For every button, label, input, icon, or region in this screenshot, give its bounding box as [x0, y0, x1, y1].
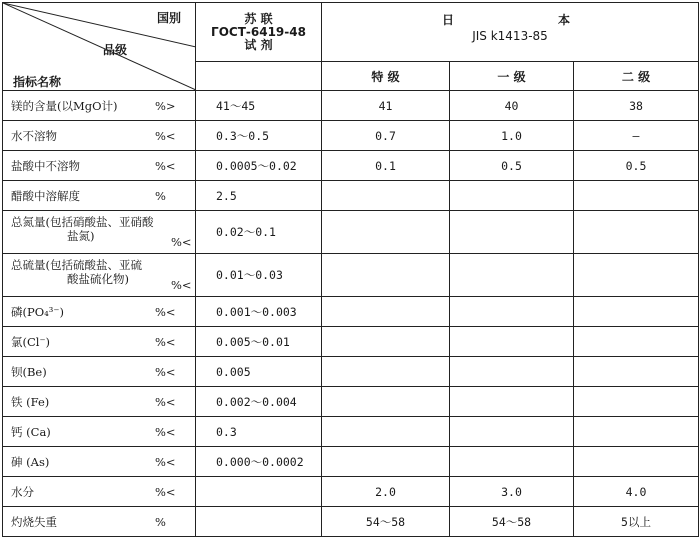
row-unit: %< — [155, 424, 176, 439]
japan-header-cell — [322, 3, 699, 62]
grade-first-value — [450, 447, 574, 477]
grade-first-value: 1.0 — [450, 121, 574, 151]
grade-special-value — [322, 327, 450, 357]
row-unit: % — [155, 188, 166, 203]
row-unit: %< — [171, 278, 192, 292]
row-unit: %< — [155, 304, 176, 319]
row-name-line2: 盐氮) — [67, 229, 95, 243]
table-row — [3, 121, 699, 151]
row-name-line1: 总硫量(包括硫酸盐、亚硫 — [11, 258, 142, 272]
grade-first-value: 54～58 — [450, 507, 574, 537]
grade-second-value: 5以上 — [574, 507, 699, 537]
table-row — [3, 211, 699, 254]
soviet-grade-blank — [196, 62, 322, 91]
grade-second-value — [574, 297, 699, 327]
row-name: 铁 (Fe) — [11, 394, 50, 409]
grade-special-value — [322, 357, 450, 387]
soviet-value: 0.001～0.003 — [196, 297, 322, 327]
grade-first-value — [450, 297, 574, 327]
table-row — [3, 91, 699, 121]
row-unit: % — [155, 514, 166, 529]
grade-special-value — [322, 254, 450, 297]
grade-second-value: 0.5 — [574, 151, 699, 181]
grade-first-value — [450, 211, 574, 254]
japan-standard: JIS k1413-85 — [472, 29, 548, 43]
table-row — [3, 477, 699, 507]
grade-special-value — [322, 417, 450, 447]
row-name: 钡(Be) — [11, 364, 47, 379]
grade-special-value — [322, 387, 450, 417]
soviet-value: 0.0005～0.02 — [196, 151, 322, 181]
soviet-value — [196, 477, 322, 507]
row-name: 水分 — [11, 484, 34, 499]
row-name: 灼烧失重 — [11, 514, 57, 529]
grade-label: 品级 — [103, 43, 128, 57]
table-row — [3, 327, 699, 357]
corner-header-cell — [3, 3, 196, 91]
row-unit: %< — [155, 454, 176, 469]
row-unit: %< — [155, 334, 176, 349]
soviet-value: 2.5 — [196, 181, 322, 211]
grade-first-value: 0.5 — [450, 151, 574, 181]
row-name: 镁的含量(以MgO计) — [11, 98, 118, 113]
soviet-grade: 试 剂 — [244, 37, 273, 52]
grade-second-value — [574, 357, 699, 387]
row-name — [11, 258, 186, 286]
soviet-country: 苏 联 — [244, 11, 273, 26]
row-unit: %< — [155, 484, 176, 499]
row-name: 醋酸中溶解度 — [11, 188, 80, 203]
soviet-value — [196, 507, 322, 537]
row-unit: %< — [155, 158, 176, 173]
grade-second-value — [574, 417, 699, 447]
soviet-value: 0.3～0.5 — [196, 121, 322, 151]
grade-second-value — [574, 387, 699, 417]
grade-second-value — [574, 447, 699, 477]
table-row — [3, 297, 699, 327]
grade-special-value — [322, 181, 450, 211]
grade-first-value — [450, 387, 574, 417]
table-row — [3, 387, 699, 417]
japan-char-2: 本 — [558, 13, 571, 27]
grade-special-value: 0.1 — [322, 151, 450, 181]
grade-second-value — [574, 181, 699, 211]
soviet-header-cell — [196, 3, 322, 62]
row-unit: %< — [171, 235, 192, 249]
grade-first-value: 40 — [450, 91, 574, 121]
grade-first-value — [450, 254, 574, 297]
grade-special-value — [322, 447, 450, 477]
table-row — [3, 254, 699, 297]
row-name: 砷 (As) — [11, 454, 50, 469]
table-row — [3, 417, 699, 447]
soviet-value: 0.002～0.004 — [196, 387, 322, 417]
grade-second-value: 38 — [574, 91, 699, 121]
soviet-value: 0.02～0.1 — [196, 211, 322, 254]
soviet-value: 41～45 — [196, 91, 322, 121]
grade-special-value — [322, 297, 450, 327]
grade-first-value: 3.0 — [450, 477, 574, 507]
japan-char-1: 日 — [442, 13, 455, 27]
grade-first: 一 级 — [450, 62, 574, 91]
row-name: 氯(Cl⁻) — [11, 334, 51, 349]
grade-special-value — [322, 211, 450, 254]
table-row — [3, 447, 699, 477]
table-row — [3, 507, 699, 537]
specification-table — [2, 2, 699, 537]
table-row — [3, 181, 699, 211]
grade-special-value: 54～58 — [322, 507, 450, 537]
country-label: 国别 — [156, 11, 181, 25]
row-name-line2: 酸盐硫化物) — [67, 272, 129, 286]
table-row — [3, 151, 699, 181]
grade-second-value: — — [574, 121, 699, 151]
row-unit: %< — [155, 364, 176, 379]
soviet-value: 0.3 — [196, 417, 322, 447]
soviet-value: 0.000～0.0002 — [196, 447, 322, 477]
grade-special: 特 级 — [322, 62, 450, 91]
grade-first-value — [450, 181, 574, 211]
soviet-standard: ГОСТ-6419-48 — [211, 24, 306, 39]
row-unit: %< — [155, 394, 176, 409]
indicator-label: 指标名称 — [13, 75, 62, 89]
soviet-value: 0.005 — [196, 357, 322, 387]
grade-second-value: 4.0 — [574, 477, 699, 507]
grade-second: 二 级 — [574, 62, 699, 91]
grade-second-value — [574, 254, 699, 297]
row-name: 钙 (Ca) — [11, 424, 51, 439]
grade-special-value: 2.0 — [322, 477, 450, 507]
row-unit: %< — [155, 128, 176, 143]
soviet-value: 0.01～0.03 — [196, 254, 322, 297]
row-unit: %> — [155, 98, 176, 113]
grade-second-value — [574, 211, 699, 254]
grade-first-value — [450, 327, 574, 357]
row-name — [11, 215, 186, 243]
grade-special-value: 41 — [322, 91, 450, 121]
grade-special-value: 0.7 — [322, 121, 450, 151]
row-name: 磷(PO₄³⁻) — [11, 304, 64, 319]
row-name: 盐酸中不溶物 — [11, 158, 80, 173]
grade-first-value — [450, 357, 574, 387]
table-row — [3, 357, 699, 387]
row-name: 水不溶物 — [11, 128, 57, 143]
soviet-value: 0.005～0.01 — [196, 327, 322, 357]
row-name-line1: 总氮量(包括硝酸盐、亚硝酸 — [11, 215, 154, 229]
grade-second-value — [574, 327, 699, 357]
grade-first-value — [450, 417, 574, 447]
